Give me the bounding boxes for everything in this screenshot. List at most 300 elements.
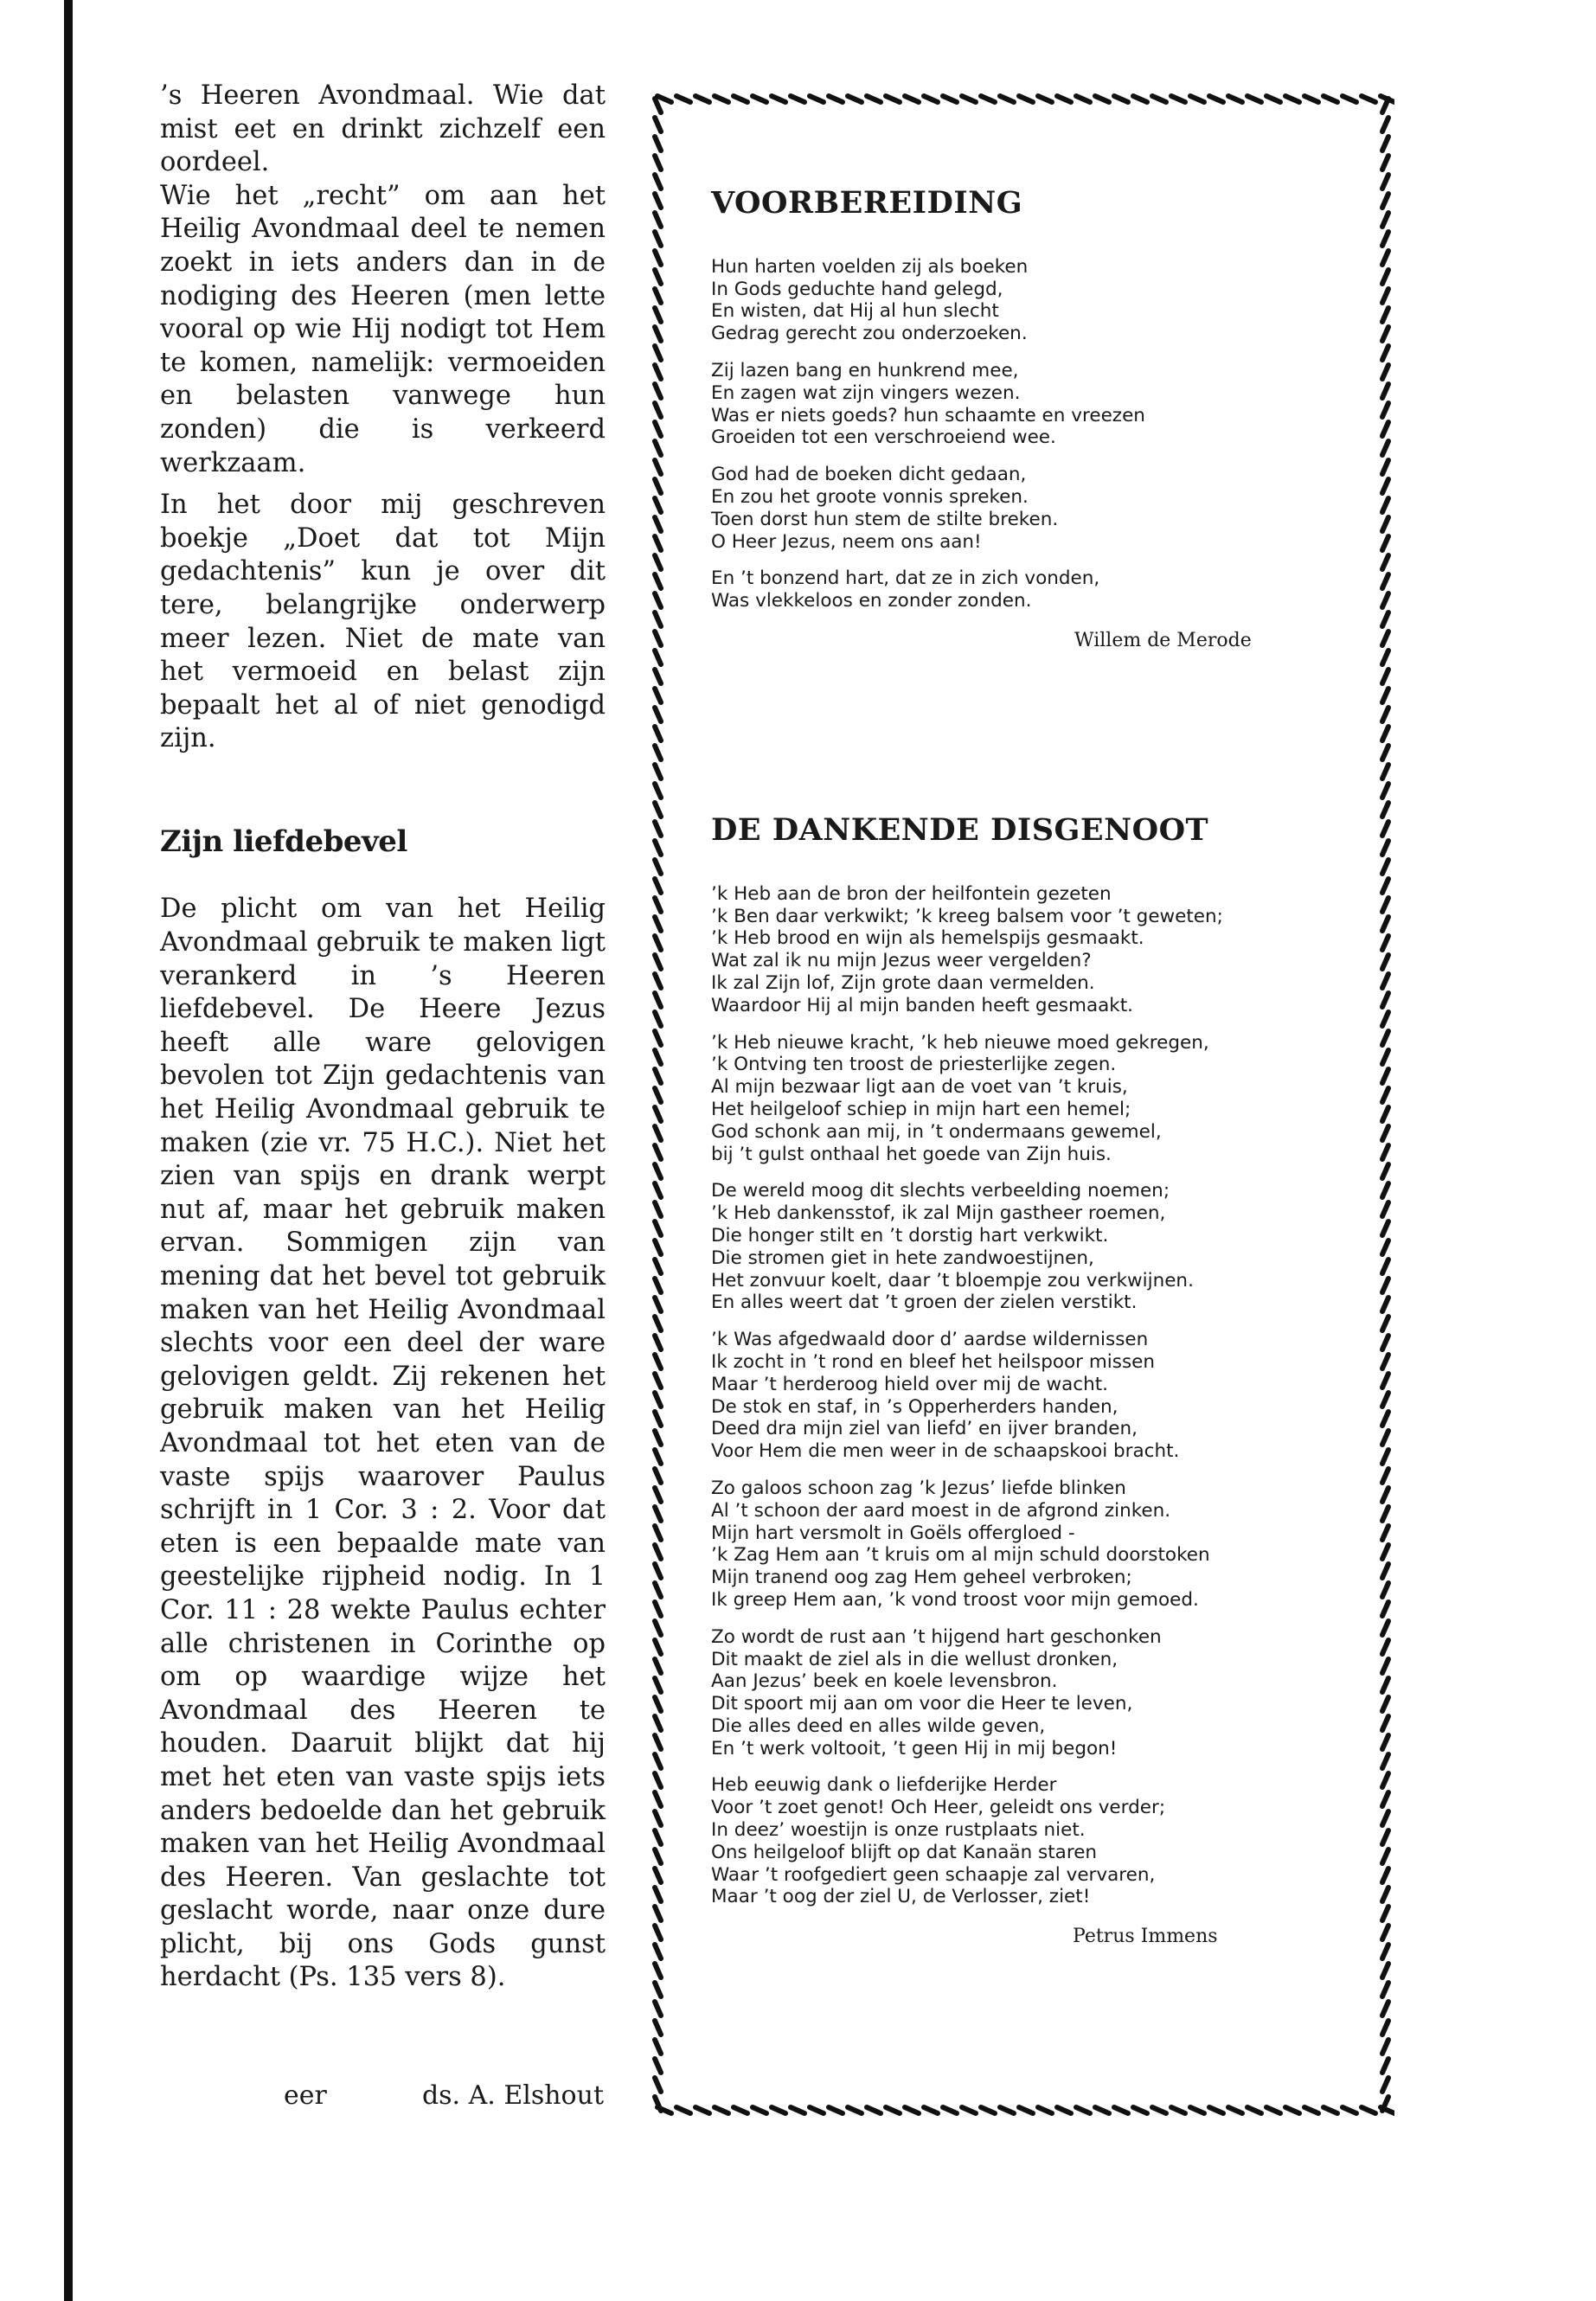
poem-stanza xyxy=(711,883,1368,1017)
border-twist-left xyxy=(655,1183,661,1197)
border-twist-left xyxy=(655,1355,661,1368)
border-twist-right xyxy=(1382,1164,1388,1178)
poem-line: Maar ’t oog der ziel U, de Verlosser, ziet! xyxy=(711,1886,1091,1908)
border-twist-left xyxy=(655,251,661,265)
poem-line: Heb eeuwig dank o liefderijke Herder xyxy=(711,1774,1057,1797)
border-twist-right xyxy=(1382,1849,1388,1863)
border-twist-left xyxy=(655,1050,661,1064)
border-twist-left xyxy=(655,1926,661,1939)
poem-line: Was er niets goeds? hun schaamte en vreezen xyxy=(711,404,1145,426)
border-twist-right xyxy=(1382,365,1388,379)
border-twist-left xyxy=(655,898,661,912)
border-twist-right xyxy=(1382,517,1388,531)
border-twist-left xyxy=(655,1697,661,1711)
border-twist-right xyxy=(1382,1031,1388,1045)
border-twist-right xyxy=(1382,879,1388,893)
border-twist-left xyxy=(655,1964,661,1977)
article-author: ds. A. Elshout xyxy=(421,2080,604,2111)
border-twist-top xyxy=(1057,96,1071,102)
poem-line: Waar ’t roofgediert geen schaapje zal vervaren, xyxy=(711,1863,1156,1886)
border-twist-right xyxy=(1382,1221,1388,1235)
border-twist-top xyxy=(1362,96,1375,102)
border-twist-right xyxy=(1382,99,1388,112)
border-twist-right xyxy=(1382,670,1388,683)
border-twist-left xyxy=(655,1678,661,1692)
poem-line: Aan Jezus’ beek en koele levensbron. xyxy=(711,1670,1058,1693)
border-twist-right xyxy=(1382,2059,1388,2073)
border-twist-left xyxy=(655,1279,661,1292)
border-twist-right xyxy=(1382,1564,1388,1578)
border-twist-bottom xyxy=(829,2107,843,2113)
border-twist-bottom xyxy=(848,2107,862,2113)
border-twist-left xyxy=(655,1735,661,1749)
poem-line: En zagen wat zijn vingers wezen. xyxy=(711,381,1021,404)
border-twist-bottom xyxy=(1038,2107,1052,2113)
poem-line: En ’t bonzend hart, dat ze in zich vonden, xyxy=(711,567,1100,590)
border-twist-bottom xyxy=(676,2107,690,2113)
border-twist-top xyxy=(905,96,919,102)
border-twist-left xyxy=(655,1945,661,1958)
border-twist-bottom xyxy=(715,2107,728,2113)
border-twist-top xyxy=(1152,96,1166,102)
paragraph-recht: Wie het „recht” om aan het Heilig Avondmaal deel te nemen zoekt in iets anders dan in de nodiging des Heeren (men lette vooral op wie Hij nodigt tot Hem te komen, namelijk: vermoeiden en belasten vanwege hun zonden) die is verkeerd werkzaam. xyxy=(160,180,606,478)
border-twist-right xyxy=(1382,555,1388,569)
border-twist-left xyxy=(655,232,661,246)
border-twist-right xyxy=(1382,822,1388,836)
poem-line: Mijn tranend oog zag Hem geheel verbroken; xyxy=(711,1567,1132,1589)
border-twist-left xyxy=(655,1773,661,1787)
border-twist-bottom xyxy=(1076,2107,1090,2113)
border-twist-top xyxy=(848,96,862,102)
border-twist-left xyxy=(655,479,661,493)
border-twist-right xyxy=(1382,1317,1388,1330)
border-twist-bottom xyxy=(1209,2107,1223,2113)
border-twist-right xyxy=(1382,765,1388,779)
border-twist-right xyxy=(1382,1983,1388,1997)
border-twist-right xyxy=(1382,1240,1388,1254)
border-twist-left xyxy=(655,1202,661,1216)
border-twist-left xyxy=(655,1469,661,1483)
poem-line: God schonk aan mij, in ’t ondermaans gewemel, xyxy=(711,1120,1162,1143)
border-twist-left xyxy=(655,2078,661,2092)
poem-stanza xyxy=(711,1477,1368,1612)
border-twist-right xyxy=(1382,441,1388,455)
border-twist-top xyxy=(1190,96,1204,102)
border-twist-right xyxy=(1382,1811,1388,1825)
border-twist-right xyxy=(1382,1431,1388,1445)
border-twist-bottom xyxy=(772,2107,785,2113)
border-twist-right xyxy=(1382,841,1388,855)
poem-line: Zij lazen bang en hunkrend mee, xyxy=(711,359,1019,381)
poem-title: VOORBEREIDING xyxy=(711,185,1023,221)
border-twist-bottom xyxy=(1133,2107,1147,2113)
border-twist-left xyxy=(655,1564,661,1578)
border-twist-right xyxy=(1382,1488,1388,1502)
border-twist-left xyxy=(655,2002,661,2016)
border-twist-right xyxy=(1382,803,1388,817)
poem-line: ’k Zag Hem aan ’t kruis om al mijn schuld doorstoken xyxy=(711,1544,1210,1567)
border-twist-left xyxy=(655,803,661,817)
border-twist-right xyxy=(1382,689,1388,702)
border-twist-left xyxy=(655,1412,661,1426)
poem-line: Die honger stilt en ’t dorstig hart verkwikt. xyxy=(711,1224,1109,1247)
border-twist-right xyxy=(1382,1183,1388,1197)
border-twist-left xyxy=(655,137,661,151)
border-twist-right xyxy=(1382,422,1388,436)
border-twist-top xyxy=(715,96,728,102)
border-twist-left xyxy=(655,2021,661,2035)
border-twist-left xyxy=(655,1621,661,1635)
poem-line: Maar ’t herderoog hield over mij de wacht. xyxy=(711,1373,1108,1395)
border-twist-bottom xyxy=(905,2107,919,2113)
border-twist-right xyxy=(1382,1107,1388,1121)
border-twist-right xyxy=(1382,631,1388,645)
border-twist-left xyxy=(655,498,661,512)
border-twist-left xyxy=(655,1088,661,1102)
border-twist-right xyxy=(1382,498,1388,512)
border-twist-right xyxy=(1382,593,1388,607)
border-twist-left xyxy=(655,670,661,683)
border-twist-left xyxy=(655,1830,661,1844)
border-twist-left xyxy=(655,308,661,322)
border-twist-right xyxy=(1382,1526,1388,1540)
border-twist-left xyxy=(655,784,661,798)
border-twist-left xyxy=(655,1393,661,1407)
poem-line: En wisten, dat Hij al hun slecht xyxy=(711,300,999,323)
border-twist-bottom xyxy=(695,2107,709,2113)
poem-line: In Gods geduchte hand gelegd, xyxy=(711,278,1003,300)
border-twist-bottom xyxy=(1190,2107,1204,2113)
border-twist-left xyxy=(655,1602,661,1616)
border-twist-top xyxy=(1324,96,1337,102)
border-twist-left xyxy=(655,765,661,779)
border-twist-right xyxy=(1382,1716,1388,1730)
border-twist-left xyxy=(655,917,661,931)
border-twist-right xyxy=(1382,1583,1388,1597)
border-twist-left xyxy=(655,1849,661,1863)
border-twist-left xyxy=(655,270,661,284)
border-twist-left xyxy=(655,1298,661,1311)
border-twist-top xyxy=(1133,96,1147,102)
border-twist-left xyxy=(655,689,661,702)
border-twist-left xyxy=(655,1545,661,1559)
border-twist-top xyxy=(924,96,938,102)
border-twist-top xyxy=(1285,96,1299,102)
poem-stanza xyxy=(711,464,1368,553)
border-twist-left xyxy=(655,327,661,341)
border-twist-left xyxy=(655,1336,661,1349)
border-twist-left xyxy=(655,1069,661,1083)
border-twist-left xyxy=(655,1164,661,1178)
paragraph-continuation: ’s Heeren Avondmaal. Wie dat mist eet en drinkt zichzelf een oordeel. xyxy=(160,80,606,178)
border-twist-left xyxy=(655,631,661,645)
poem-line: ’k Heb aan de bron der heilfontein gezeten xyxy=(711,882,1112,905)
border-twist-right xyxy=(1382,1830,1388,1844)
poem-stanza xyxy=(711,1774,1368,1908)
poem-title: DE DANKENDE DISGENOOT xyxy=(711,812,1209,848)
border-twist-left xyxy=(655,1640,661,1654)
poem-line: Ik zal Zijn lof, Zijn grote daan vermelden. xyxy=(711,971,1095,994)
border-twist-right xyxy=(1382,479,1388,493)
border-twist-right xyxy=(1382,1412,1388,1426)
border-twist-right xyxy=(1382,1126,1388,1140)
border-twist-left xyxy=(655,1012,661,1026)
poem-line: Ik zocht in ’t rond en bleef het heilspoor missen xyxy=(711,1350,1156,1373)
poem-stanza xyxy=(711,1626,1368,1760)
poem-line: ’k Ben daar verkwikt; ’k kreeg balsem voor ’t geweten; xyxy=(711,905,1223,927)
poem-stanza xyxy=(711,1329,1368,1463)
border-twist-left xyxy=(655,441,661,455)
border-twist-left xyxy=(655,175,661,189)
border-twist-right xyxy=(1382,1754,1388,1768)
border-twist-right xyxy=(1382,536,1388,550)
border-twist-bottom xyxy=(1362,2107,1375,2113)
border-twist-left xyxy=(655,156,661,170)
border-twist-right xyxy=(1382,1069,1388,1083)
border-twist-left xyxy=(655,1450,661,1464)
border-twist-left xyxy=(655,1317,661,1330)
poem-author: Willem de Merode xyxy=(1074,629,1252,651)
border-twist-right xyxy=(1382,270,1388,284)
border-twist-left xyxy=(655,860,661,874)
border-twist-bottom xyxy=(1000,2107,1014,2113)
border-twist-top xyxy=(791,96,804,102)
border-twist-top xyxy=(1095,96,1109,102)
border-twist-bottom xyxy=(1266,2107,1280,2113)
border-twist-right xyxy=(1382,156,1388,170)
border-twist-right xyxy=(1382,917,1388,931)
border-twist-right xyxy=(1382,1678,1388,1692)
border-twist-bottom xyxy=(1228,2107,1242,2113)
border-twist-top xyxy=(962,96,976,102)
signature-line xyxy=(284,2080,604,2118)
border-twist-left xyxy=(655,974,661,988)
border-twist-right xyxy=(1382,289,1388,303)
border-twist-right xyxy=(1382,1507,1388,1521)
border-twist-bottom xyxy=(1324,2107,1337,2113)
border-twist-left xyxy=(655,841,661,855)
border-twist-right xyxy=(1382,1450,1388,1464)
poem-line: Zo wordt de rust aan ’t hijgend hart geschonken xyxy=(711,1625,1162,1648)
border-twist-left xyxy=(655,289,661,303)
poem-stanza xyxy=(711,567,1368,612)
border-twist-right xyxy=(1382,1926,1388,1939)
border-twist-top xyxy=(981,96,995,102)
border-twist-top xyxy=(943,96,957,102)
border-twist-right xyxy=(1382,384,1388,398)
border-twist-bottom xyxy=(981,2107,995,2113)
poem-line: Was vlekkeloos en zonder zonden. xyxy=(711,590,1032,612)
poem-stanzas xyxy=(711,256,1368,612)
border-twist-right xyxy=(1382,1888,1388,1901)
poem-line: Zo galoos schoon zag ’k Jezus’ liefde blinken xyxy=(711,1477,1126,1499)
border-twist-left xyxy=(655,1240,661,1254)
border-twist-right xyxy=(1382,1259,1388,1273)
border-twist-left xyxy=(655,1126,661,1140)
border-twist-right xyxy=(1382,1145,1388,1159)
poem-line: ’k Heb dankensstof, ik zal Mijn gastheer roemen, xyxy=(711,1202,1166,1225)
border-twist-left xyxy=(655,708,661,721)
border-twist-left xyxy=(655,574,661,588)
border-twist-bottom xyxy=(943,2107,957,2113)
border-twist-right xyxy=(1382,251,1388,265)
border-twist-right xyxy=(1382,1735,1388,1749)
poem-line: bij ’t gulst onthaal het goede van Zijn huis. xyxy=(711,1143,1112,1165)
border-twist-right xyxy=(1382,1336,1388,1349)
paragraph-liefdebevel: De plicht om van het Heilig Avondmaal gebruik te maken ligt verankerd in ’s Heeren liefdebevel. De Heere Jezus heeft alle ware gelovigen bevolen tot Zijn gedachtenis van het Heilig Avondmaal gebruik te maken (zie vr. 75 H.C.). Niet het zien van spijs en drank werpt nut af, maar het gebruik maken ervan. Sommigen zijn van mening dat het bevel tot gebruik maken van het Heilig Avondmaal slechts voor een deel der ware gelovigen geldt. Zij rekenen het gebruik maken van het Heilig Avondmaal tot het eten van de vaste spijs waarover Paulus schrijft in 1 Cor. 3 : 2. Voor dat eten is een bepaalde mate van geestelijke rijpheid nodig. In 1 Cor. 11 : 28 wekte Paulus echter alle christenen in Corinthe op om op waardige wijze het Avondmaal des Heeren te houden. Daaruit blijkt dat hij met het eten van vaste spijs iets anders bedoelde dan het gebruik maken van het Heilig Avondmaal des Heeren. Van geslachte tot geslacht worde, naar onze dure plicht, bij ons Gods gunst herdacht (Ps. 135 vers 8). xyxy=(160,894,606,1993)
border-twist-top xyxy=(1114,96,1128,102)
border-twist-right xyxy=(1382,1697,1388,1711)
border-twist-right xyxy=(1382,898,1388,912)
border-twist-left xyxy=(655,403,661,417)
border-twist-right xyxy=(1382,1907,1388,1920)
border-twist-top xyxy=(753,96,766,102)
poem-line: De stok en staf, in ’s Opperherders handen, xyxy=(711,1395,1118,1418)
poem-voorbereiding xyxy=(711,185,1368,652)
border-twist-left xyxy=(655,727,661,740)
border-twist-bottom xyxy=(886,2107,900,2113)
section-heading: Zijn liefdebevel xyxy=(160,824,407,859)
border-twist-right xyxy=(1382,1050,1388,1064)
border-twist-right xyxy=(1382,1659,1388,1673)
border-twist-right xyxy=(1382,746,1388,760)
border-twist-right xyxy=(1382,1355,1388,1368)
border-twist-left xyxy=(655,936,661,950)
border-twist-right xyxy=(1382,784,1388,798)
border-twist-right xyxy=(1382,2078,1388,2092)
border-twist-top xyxy=(1171,96,1185,102)
border-twist-right xyxy=(1382,860,1388,874)
poem-stanza xyxy=(711,360,1368,449)
border-twist-left xyxy=(655,365,661,379)
border-twist-top xyxy=(829,96,843,102)
border-twist-left xyxy=(655,1583,661,1597)
poem-line: Dit spoort mij aan om voor die Heer te leven, xyxy=(711,1693,1133,1715)
poem-line: En alles weert dat ’t groen der zielen verstikt. xyxy=(711,1292,1138,1314)
poem-line: Gedrag gerecht zou onderzoeken. xyxy=(711,323,1028,345)
border-twist-left xyxy=(655,99,661,112)
border-twist-right xyxy=(1382,175,1388,189)
poem-line: Die stromen giet in hete zandwoestijnen, xyxy=(711,1247,1094,1269)
border-twist-right xyxy=(1382,1773,1388,1787)
poem-stanza xyxy=(711,256,1368,345)
border-twist-top xyxy=(886,96,900,102)
border-twist-left xyxy=(655,1431,661,1445)
border-twist-left xyxy=(655,1374,661,1388)
border-twist-bottom xyxy=(734,2107,747,2113)
border-twist-left xyxy=(655,879,661,893)
border-twist-right xyxy=(1382,118,1388,131)
poem-line: Al ’t schoon der aard moest in de afgrond zinken. xyxy=(711,1499,1171,1522)
border-twist-left xyxy=(655,993,661,1007)
border-twist-left xyxy=(655,460,661,474)
border-twist-left xyxy=(655,955,661,969)
poem-line: Waardoor Hij al mijn banden heeft gesmaakt. xyxy=(711,994,1134,1016)
border-twist-right xyxy=(1382,1202,1388,1216)
border-twist-left xyxy=(655,517,661,531)
border-twist-right xyxy=(1382,1792,1388,1806)
border-twist-right xyxy=(1382,708,1388,721)
border-twist-top xyxy=(1038,96,1052,102)
left-margin-rule xyxy=(64,0,73,2301)
border-twist-right xyxy=(1382,1279,1388,1292)
border-twist-top xyxy=(695,96,709,102)
border-twist-right xyxy=(1382,574,1388,588)
poem-line: Toen dorst hun stem de stilte breken. xyxy=(711,508,1059,530)
border-twist-right xyxy=(1382,936,1388,950)
border-twist-bottom xyxy=(1152,2107,1166,2113)
border-twist-right xyxy=(1382,1640,1388,1654)
border-twist-left xyxy=(655,555,661,569)
border-twist-right xyxy=(1382,1602,1388,1616)
border-twist-top xyxy=(734,96,747,102)
border-twist-right xyxy=(1382,2021,1388,2035)
border-twist-top xyxy=(657,96,671,102)
poem-stanza xyxy=(711,1180,1368,1314)
border-twist-left xyxy=(655,612,661,626)
poem-line: Het zonvuur koelt, daar ’t bloempje zou verkwijnen. xyxy=(711,1269,1194,1292)
border-twist-bottom xyxy=(1019,2107,1033,2113)
border-twist-bottom xyxy=(867,2107,881,2113)
poem-line: Voor Hem die men weer in de schaapskooi bracht. xyxy=(711,1440,1180,1463)
border-twist-right xyxy=(1382,1298,1388,1311)
border-twist-top xyxy=(1266,96,1280,102)
border-twist-right xyxy=(1382,1545,1388,1559)
border-twist-right xyxy=(1382,213,1388,227)
border-twist-right xyxy=(1382,346,1388,360)
border-twist-right xyxy=(1382,1088,1388,1102)
poem-line: ’k Was afgedwaald door d’ aardse wildernissen xyxy=(711,1329,1149,1351)
poem-line: Groeiden tot een verschroeiend wee. xyxy=(711,426,1056,449)
border-twist-bottom xyxy=(1304,2107,1318,2113)
border-twist-left xyxy=(655,1868,661,1882)
poem-dankende-disgenoot xyxy=(711,812,1368,1948)
border-twist-top xyxy=(1209,96,1223,102)
border-twist-top xyxy=(1076,96,1090,102)
border-twist-right xyxy=(1382,1945,1388,1958)
border-twist-left xyxy=(655,593,661,607)
border-twist-left xyxy=(655,1488,661,1502)
poem-line: ’k Heb brood en wijn als hemelspijs gesmaakt. xyxy=(711,927,1144,950)
border-twist-left xyxy=(655,1792,661,1806)
border-twist-bottom xyxy=(1343,2107,1356,2113)
poem-line: God had de boeken dicht gedaan, xyxy=(711,464,1027,486)
poem-line: En ’t werk voltooit, ’t geen Hij in mij begon! xyxy=(711,1737,1118,1759)
border-twist-top xyxy=(772,96,785,102)
border-twist-right xyxy=(1382,974,1388,988)
paragraph-boekje: In het door mij geschreven boekje „Doet dat tot Mijn gedachtenis” kun je over dit tere, belangrijke onderwerp meer lezen. Niet de mate van het vermoeid en belast zijn bepaalt het al of niet genodigd zijn. xyxy=(160,490,606,754)
poem-line: En zou het groote vonnis spreken. xyxy=(711,485,1029,508)
border-twist-left xyxy=(655,1811,661,1825)
border-twist-left xyxy=(655,651,661,664)
poem-author: Petrus Immens xyxy=(1073,1926,1218,1948)
poem-line: ’k Heb nieuwe kracht, ’k heb nieuwe moed gekregen, xyxy=(711,1031,1209,1054)
border-twist-right xyxy=(1382,308,1388,322)
border-twist-left xyxy=(655,1221,661,1235)
border-twist-top xyxy=(1228,96,1242,102)
border-twist-left xyxy=(655,1659,661,1673)
border-twist-top xyxy=(676,96,690,102)
border-twist-right xyxy=(1382,2002,1388,2016)
border-twist-left xyxy=(655,1754,661,1768)
border-twist-left xyxy=(655,2059,661,2073)
border-twist-bottom xyxy=(924,2107,938,2113)
border-twist-left xyxy=(655,1031,661,1045)
border-twist-left xyxy=(655,1507,661,1521)
border-twist-right xyxy=(1382,232,1388,246)
border-twist-right xyxy=(1382,1393,1388,1407)
border-twist-left xyxy=(655,2040,661,2054)
